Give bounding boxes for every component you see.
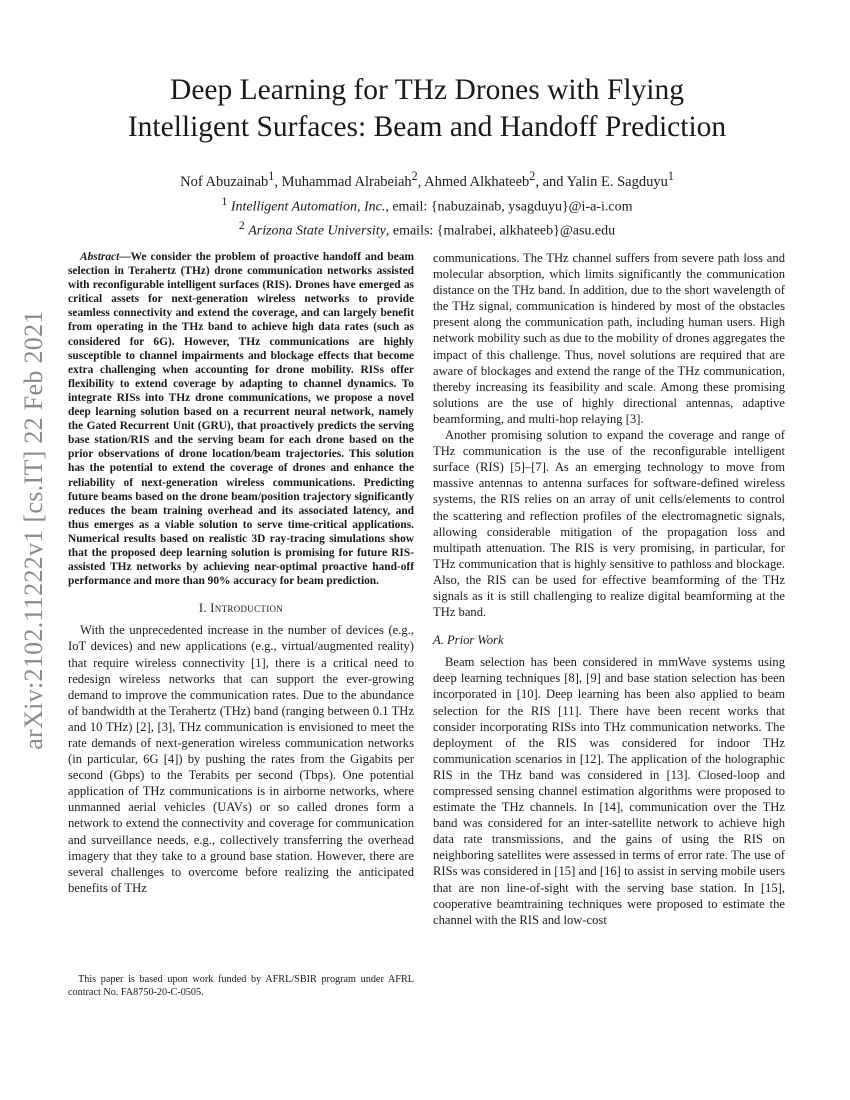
author-name: Nof Abuzainab	[180, 173, 269, 190]
title-line-2: Intelligent Surfaces: Beam and Handoff Prediction	[127, 111, 727, 143]
author-separator: ,	[274, 173, 282, 190]
abstract	[68, 250, 414, 588]
affiliation-mark: 1	[268, 169, 275, 183]
intro-paragraph-2: communications. The THz channel suffers from severe path loss and molecular absorption, which limits significantly the communication distance on the THz band. In addition, due to the short wavelength of the THz signal, communication is hindered by most of the obstacles present along the communication path, including human users. High network mobility such as due to the mobility of drones aggregates the impact of this challenge. Thus, novel solutions are required that are aware of blockages and extend the range of the THz communication, thereby increasing its feasibility and scale. Among these promising solutions are the use of highly directional antennas, adaptive beamforming, and multi-hop relaying [3].	[433, 251, 785, 426]
author-block	[70, 167, 784, 241]
intro-paragraph-3: Another promising solution to expand the coverage and range of THz communication is the use of the reconfigurable intelligent surface (RIS) [5]–[7]. As an emerging technology to move from massive antennas to antenna surfaces for software-defined wireless systems, the RIS relies on an array of unit cells/elements to control the scattering and reflection profiles of the electromagnetic signals, allowing considerable mitigation of the propagation loss and multipath attenuation. The RIS is very promising, in particular, for THz communication that is highly sensitive to pathloss and blockage. Also, the RIS can be used for effective beamforming of the THz signals as it is still challenging to realize digital beamforming at the THz band.	[433, 428, 785, 620]
title-line-1: Deep Learning for THz Drones with Flying	[170, 74, 684, 106]
affiliation-contact: , email: {nabuzainab, ysagduyu}@i-a-i.com	[385, 199, 633, 215]
affiliation-1	[70, 192, 784, 217]
abstract-label: Abstract	[80, 251, 120, 263]
author-separator: , and	[535, 173, 567, 190]
institution-name: Intelligent Automation, Inc.	[230, 199, 386, 215]
author-name: Muhammad Alrabeiah	[281, 173, 412, 190]
section-number: I.	[198, 601, 211, 616]
affiliation-mark: 2	[411, 169, 418, 183]
affiliation-mark: 2	[529, 169, 536, 183]
affiliation-mark: 2	[238, 219, 245, 233]
funding-footnote: This paper is based upon work funded by AFRL/SBIR program under AFRL contract No. FA8750-20-C-0505.	[68, 974, 414, 998]
author-separator: ,	[417, 173, 425, 190]
prior-work-paragraph: Beam selection has been considered in mmWave systems using deep learning techniques [8], [9] and base station selection has been incorporated in [10]. Deep learning has been also applied to beam selection for the RIS [11]. There have been recent works that consider incorporating RISs into THz communication networks. The deployment of the RIS was considered for indoor THz communication scenarios in [12]. The application of the holographic RIS in the THz band was considered in [13]. Closed-loop and compressed sensing channel estimation algorithms were proposed to estimate the THz channels. In [14], communication over the THz band was considered for an inter-satellite network to achieve high data rate transmissions, and the gains of using the RIS on neighboring satellites were assessed in terms of error rate. The use of RISs was considered in [15] and [16] to assist in serving mobile users that are non line-of-sight with the serving base station. In [15], cooperative beamtraining techniques were proposed to estimate the channel with the RIS and low-cost	[433, 655, 785, 927]
affiliation-mark: 1	[221, 194, 228, 208]
right-column	[433, 250, 785, 928]
intro-paragraph-1: With the unprecedented increase in the number of devices (e.g., IoT devices) and new applications (e.g., virtual/augmented reality) that require wireless connectivity [1], there is a critical need to redesign wireless networks that can support the ever-growing demand to improve the communication rates. Due to the abundance of bandwidth at the Terahertz (THz) band (ranging between 0.1 THz and 10 THz) [2], [3], THz communication is envisioned to meet the rate demands of next-generation wireless communication networks (in particular, 6G [4]) by pushing the rates from the Gigabits per second (Gbps) to the Terabits per second (Tbps). One potential application of THz communications is in airborne networks, where unmanned aerial vehicles (UAVs) or so called drones form a network to extend the connectivity and coverage for communication and surveillance needs, e.g., collectively transferring the overhead imagery that they take to a ground base station. However, there are several challenges to overcome before realizing the anticipated benefits of THz	[68, 623, 414, 895]
abstract-text: —We consider the problem of proactive handoff and beam selection in Terahertz (THz) drone communication networks assisted with reconfigurable intelligent surfaces (RIS). Drones have emerged as critical assets for next-generation wireless networks to provide seamless connectivity and extend the coverage, and can largely benefit from operating in the THz band to achieve high data rates (such as considered for 6G). However, THz communications are highly susceptible to channel impairments and blockage effects that become extra challenging when accounting for drone mobility. RISs offer flexibility to extend coverage by adapting to channel dynamics. To integrate RISs into THz drone communications, we propose a novel deep learning solution based on a recurrent neural network, namely the Gated Recurrent Unit (GRU), that proactively predicts the serving base station/RIS and the serving beam for each drone based on the prior observations of drone location/beam trajectories. This solution has the potential to extend the coverage of drones and enhance the reliability of next-generation wireless communications. Predicting future beams based on the drone beam/position trajectory significantly reduces the beam training overhead and its associated latency, and thus emerges as a viable solution to serve time-critical applications. Numerical results based on realistic 3D ray-tracing simulations show that the proposed deep learning solution is promising for future RIS-assisted THz networks by achieving near-optimal proactive hand-off performance and more than 90% accuracy for beam prediction.	[68, 251, 414, 588]
author-list	[70, 167, 784, 192]
institution-name: Arizona State University	[248, 224, 386, 240]
paper-title	[70, 72, 784, 146]
affiliation-mark: 1	[667, 169, 674, 183]
author-name: Yalin E. Sagduyu	[566, 173, 668, 190]
left-column	[68, 250, 414, 896]
section-title: Introduction	[210, 601, 284, 616]
section-heading-introduction	[68, 600, 414, 616]
author-name: Ahmed Alkhateeb	[424, 173, 530, 190]
subsection-heading-prior-work: A. Prior Work	[433, 633, 504, 648]
affiliation-2	[70, 216, 784, 241]
affiliation-contact: , emails: {malrabei, alkhateeb}@asu.edu	[385, 224, 616, 240]
arxiv-side-stamp: arXiv:2102.11222v1 [cs.IT] 22 Feb 2021	[19, 310, 48, 750]
